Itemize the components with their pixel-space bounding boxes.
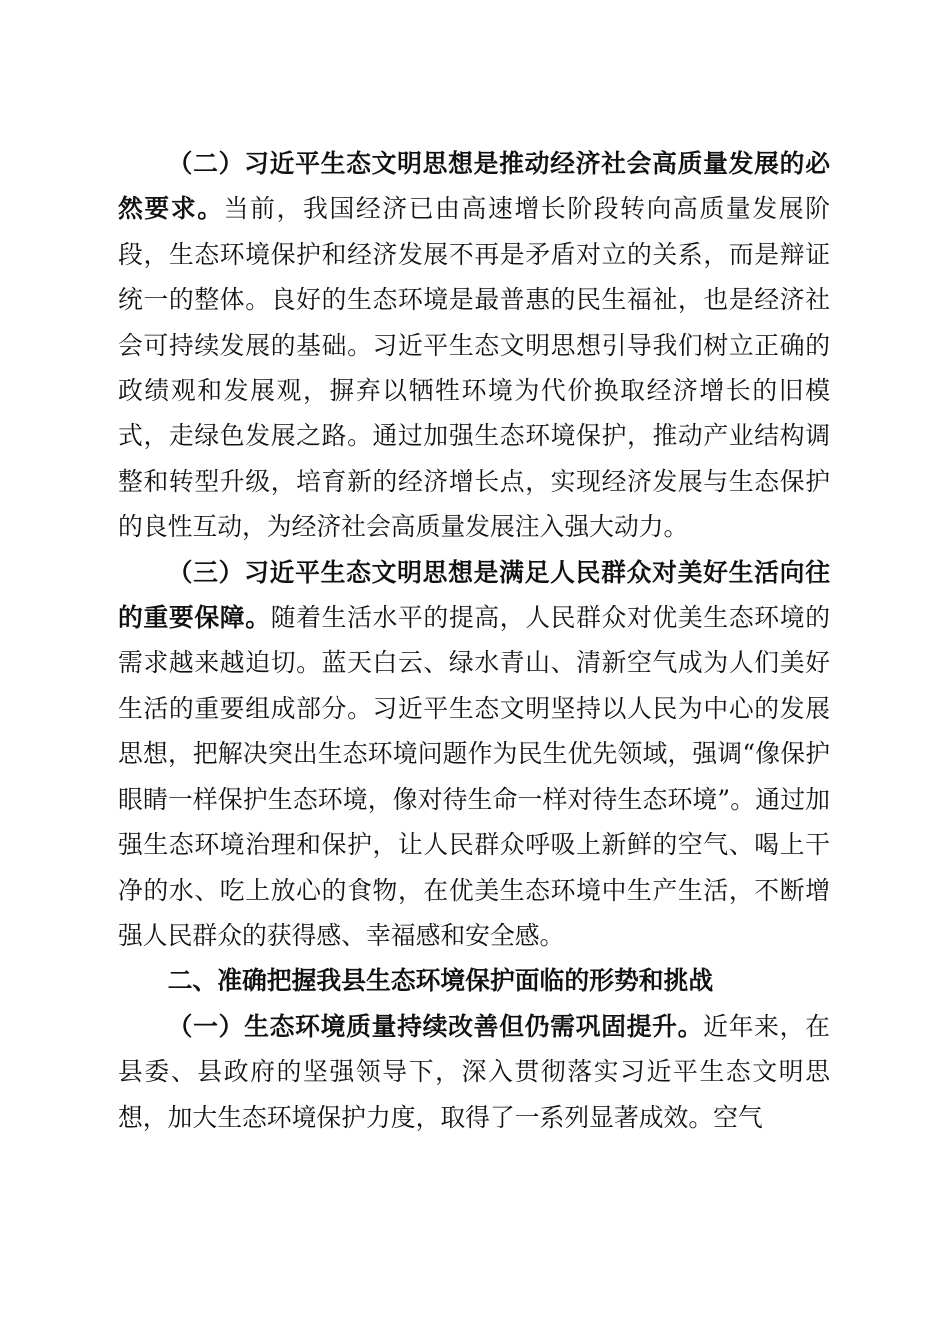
paragraph-text: 近年来，在县委、县政府的坚强领导下，深入贯彻落实习近平生态文明思想，加大生态环境保护力度，取得了一系列显著成效。空气 bbox=[118, 1011, 830, 1132]
paragraph-text: 随着生活水平的提高，人民群众对优美生态环境的需求越来越迫切。蓝天白云、绿水青山、清新空气成为人们美好生活的重要组成部分。习近平生态文明坚持以人民为中心的发展思想，把解决突出生态环境问题作为民生优先领域，强调“像保护眼睛一样保护生态环境，像对待生命一样对待生态环境”。通过加强生态环境治理和保护，让人民群众呼吸上新鲜的空气、喝上干净的水、吃上放心的食物，在优美生态环境中生产生活，不断增强人民群众的获得感、幸福感和安全感。 bbox=[118, 603, 830, 950]
paragraph-better-life bbox=[118, 550, 830, 959]
section-heading: 二、准确把握我县生态环境保护面临的形势和挑战 bbox=[167, 966, 714, 996]
paragraph-lead: （三）习近平生态文明思想是满足人民群众对美好生活向往的重要保障。 bbox=[118, 557, 830, 633]
paragraph-environment-quality bbox=[118, 1004, 830, 1140]
document-body bbox=[118, 141, 830, 1140]
paragraph-text: 当前，我国经济已由高速增长阶段转向高质量发展阶段，生态环境保护和经济发展不再是矛盾对立的关系，而是辩证统一的整体。良好的生态环境是最普惠的民生福祉，也是经济社会可持续发展的基础。习近平生态文明思想引导我们树立正确的政绩观和发展观，摒弃以牺牲环境为代价换取经济增长的旧模式，走绿色发展之路。通过加强生态环境保护，推动产业结构调整和转型升级，培育新的经济增长点，实现经济发展与生态保护的良性互动，为经济社会高质量发展注入强大动力。 bbox=[118, 194, 830, 542]
paragraph-economic-development bbox=[118, 141, 830, 550]
paragraph-lead: （一）生态环境质量持续改善但仍需巩固提升。 bbox=[167, 1011, 704, 1041]
paragraph-lead: （二）习近平生态文明思想是推动经济社会高质量发展的必然要求。 bbox=[118, 149, 830, 224]
